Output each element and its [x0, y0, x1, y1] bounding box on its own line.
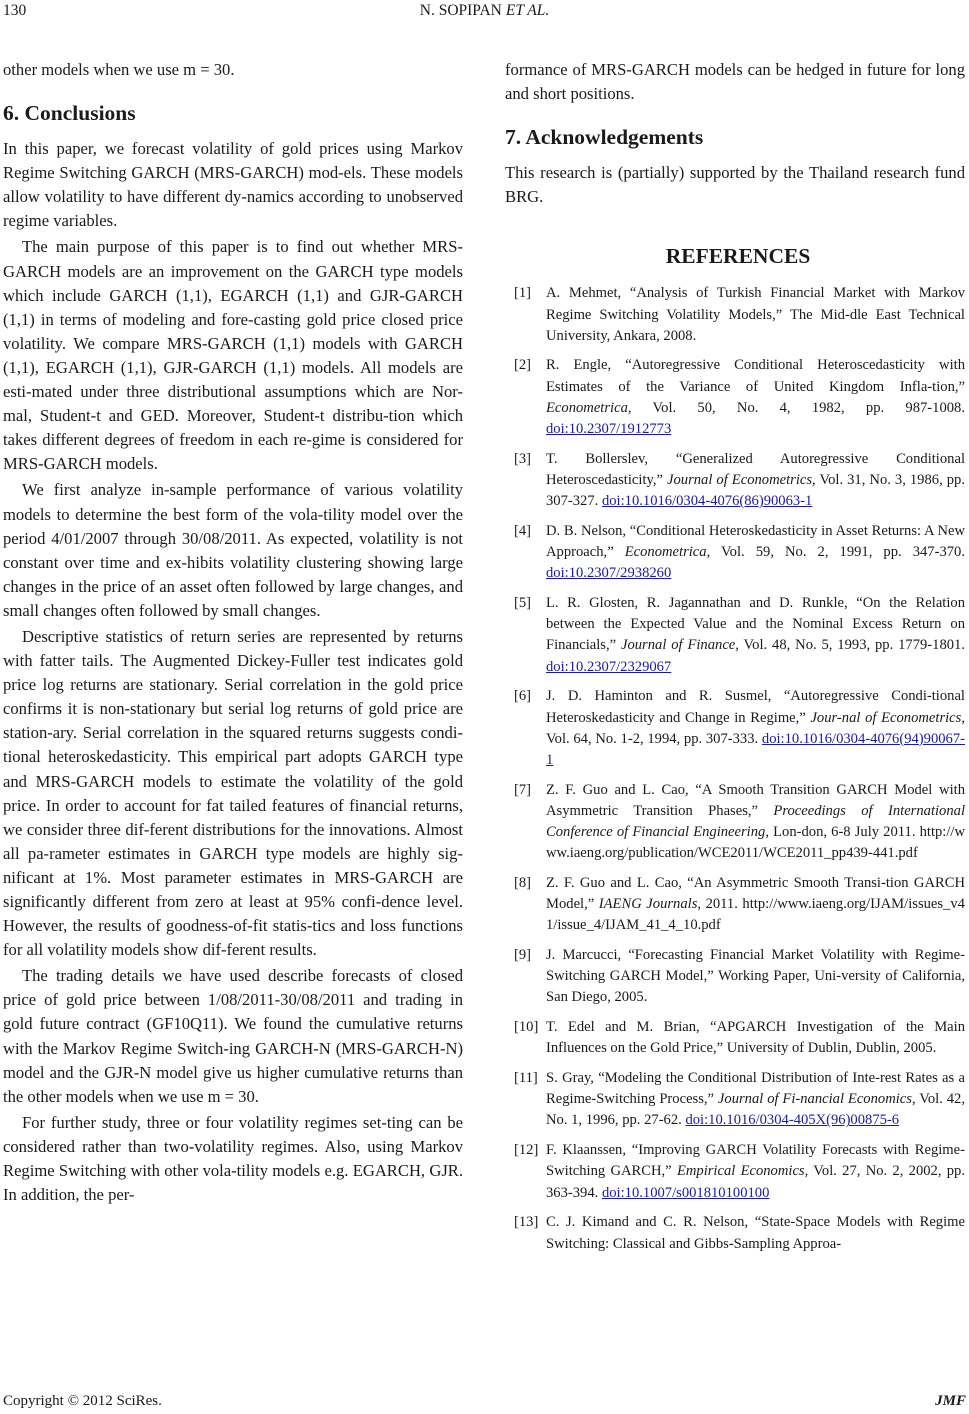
doi-link[interactable]: doi:10.1007/s001810100100	[601, 1184, 770, 1201]
reference-item	[505, 355, 965, 440]
paragraph: The main purpose of this paper is to find out whether MRS-GARCH models are an improvement on the GARCH type models which include GARCH (1,1), EGARCH (1,1) and GJR-GARCH (1,1) in terms of modeling and fore-casting gold price closed price volatility. We compare MRS-GARCH (1,1) models with GARCH (1,1), EGARCH (1,1), GJR-GARCH (1,1) models. All models are esti-mated under three distributional assumptions which are Nor- mal, Student-t and GED. Moreover, Student-t distribu-tion which takes different degrees of freedom in each re-gime is considered for MRS-GARCH models.	[3, 237, 463, 474]
reference-item	[505, 1068, 965, 1132]
et-al: ET AL.	[505, 2, 550, 19]
reference-text: J. Marcucci, “Forecasting Financial Market Volatility with Regime-Switching GARCH Model,” Working Paper, Uni-versity of California, San Diego, 2005.	[546, 947, 965, 1006]
reference-venue: Jour-nal of Econometrics	[810, 709, 962, 726]
reference-number: [7]	[514, 781, 532, 798]
reference-venue: Proceedings of International Conference of Financial Engineering	[546, 802, 965, 841]
page-number: 130	[3, 2, 27, 19]
reference-details: , Vol. 42, No. 1, 1996, pp. 27-62.	[546, 1091, 965, 1129]
reference-details: , Vol. 59, No. 2, 1991, pp. 347-370.	[706, 544, 965, 561]
reference-item	[505, 780, 965, 865]
paragraph: The trading details we have used describe forecasts of closed price of gold price between 1/08/2011-30/08/2011 and trading in gold future contract (GF10Q11). We found the cumulative returns with the Markov Regime Switch-ing GARCH-N (MRS-GARCH-N) model and the GJR-N model give us higher cumulative returns than the other models when we use m = 30.	[3, 966, 463, 1106]
reference-number: [12]	[514, 1142, 539, 1159]
doi-link[interactable]: doi:10.1016/0304-4076(94)90067-1	[546, 730, 965, 768]
reference-number: [10]	[514, 1019, 539, 1036]
reference-venue: Empirical Economics	[676, 1163, 805, 1180]
reference-text: J. D. Haminton and R. Susmel, “Autoregressive Condi-tional Heteroskedasticity and Change in Regime,”	[546, 688, 965, 726]
reference-venue: Journal of Fi-nancial Economics	[717, 1091, 912, 1108]
reference-item	[505, 686, 965, 771]
reference-number: [11]	[514, 1070, 538, 1087]
reference-venue: Econometrica	[546, 399, 628, 416]
reference-text: T. Bollerslev, “Generalized Autoregressive Conditional Heteroscedasticity,”	[546, 450, 965, 488]
reference-item	[505, 1212, 965, 1254]
reference-item	[505, 1017, 965, 1059]
paragraph: For further study, three or four volatility regimes set-ting can be considered rather than two-volatility regimes. Also, using Markov Regime Switching with other vola-tility models e.g. EGARCH, GJR. In addition, the per-	[3, 1112, 463, 1205]
reference-url: http://www.iaeng.org/IJAM/issues_v41/issue_4/IJAM_41_4_10.pdf	[546, 896, 965, 934]
paragraph: Descriptive statistics of return series are represented by returns with fatter tails. The Augmented Dickey-Fuller test indicates gold price log returns are stationary. Serial correlation in the gold price confirms it is non-stationary but serial log returns of gold price are station-ary. Serial correlation in the squared returns suggests condi-tional heteroskedasticity. This empirical part adopts GARCH type and MRS-GARCH models to estimate the volatility of the gold price. In order to account for fat tailed features of financial returns, we consider three dif-ferent distributions for the innovations. Almost all pa-rameter estimates in GARCH type models are highly sig-nificant at 1%. Most parameter estimates in MRS-GARCH are significantly different from zero at least at 95% confi-dence level. However, the results of goodness-of-fit statis-tics and loss functions for all volatility models show dif-ferent results.	[3, 626, 463, 960]
doi-link[interactable]: doi:10.2307/2329067	[546, 658, 672, 675]
reference-details: , Vol. 27, No. 2, 2002, pp. 363-394.	[546, 1163, 965, 1201]
reference-number: [13]	[514, 1214, 539, 1231]
running-head	[0, 2, 969, 24]
reference-text: Z. F. Guo and L. Cao, “A Smooth Transition GARCH Model with Asymmetric Transition Phases,”	[546, 781, 965, 819]
right-column	[505, 58, 965, 1263]
reference-details: , Vol. 31, No. 3, 1986, pp. 307-327.	[546, 472, 965, 510]
reference-venue: Journal of Econometrics	[667, 472, 813, 488]
carryover-text: formance of MRS-GARCH models can be hedged in future for long and short positions.	[505, 60, 965, 104]
copyright-notice: Copyright © 2012 SciRes.	[3, 1393, 162, 1409]
reference-item	[505, 1140, 965, 1204]
reference-text: D. B. Nelson, “Conditional Heteroskedasticity in Asset Returns: A New Approach,”	[546, 522, 965, 561]
acknowledgement-text: This research is (partially) supported by the Thailand research fund BRG.	[505, 163, 965, 207]
doi-link[interactable]: doi:10.2307/1912773	[546, 421, 672, 438]
reference-details: , Vol. 48, No. 5, 1993, pp. 1779-1801.	[735, 637, 965, 654]
reference-item	[505, 283, 965, 347]
author-name: N. SOPIPAN	[419, 2, 502, 19]
reference-list	[505, 283, 965, 1254]
reference-number: [5]	[514, 595, 532, 612]
paragraph: We first analyze in-sample performance of various volatility models to determine the best form of the vola-tility model over the period 4/01/2007 through 30/08/2011. As expected, volatility is not constant over time and ex-hibits volatility clustering showing large changes in the price of an asset often followed by large changes, and small changes often followed by small changes.	[3, 480, 463, 620]
reference-text: L. R. Glosten, R. Jagannathan and D. Runkle, “On the Relation between the Expected Value and the Nominal Excess Return on Financials,”	[546, 595, 965, 654]
reference-url: http://www.iaeng.org/publication/WCE2011/WCE2011_pp439-441.pdf	[546, 824, 965, 862]
reference-text: Z. F. Guo and L. Cao, “An Asymmetric Smooth Transi-tion GARCH Model,”	[546, 874, 965, 913]
left-column	[3, 58, 463, 1207]
reference-item	[505, 873, 965, 937]
reference-details: , Lon-don, 6-8 July 2011.	[765, 824, 920, 841]
reference-text: A. Mehmet, “Analysis of Turkish Financial Market with Markov Regime Switching Volatility Models,” The Mid-dle East Technical University, Ankara, 2008.	[546, 285, 965, 344]
reference-number: [6]	[514, 688, 532, 705]
section-heading-conclusions: 6. Conclusions	[3, 101, 136, 126]
doi-link[interactable]: doi:10.2307/2938260	[546, 565, 672, 582]
reference-text: C. J. Kimand and C. R. Nelson, “State-Space Models with Regime Switching: Classical and Gibbs-Sampling Approa-	[546, 1214, 965, 1252]
reference-text: R. Engle, “Autoregressive Conditional Heteroscedasticity with Estimates of the Variance of United Kingdom Infla-tion,”	[546, 357, 965, 395]
reference-number: [4]	[514, 522, 532, 539]
reference-item	[505, 945, 965, 1009]
reference-venue: IAENG Journals	[598, 896, 698, 913]
reference-item	[505, 449, 965, 513]
reference-number: [1]	[514, 285, 532, 302]
carryover-text: other models when we use m = 30.	[3, 60, 235, 79]
section-heading-acknowledgements: 7. Acknowledgements	[505, 125, 704, 150]
reference-details: , 2011.	[697, 896, 743, 913]
reference-number: [3]	[514, 450, 532, 467]
reference-number: [9]	[514, 947, 532, 964]
journal-abbreviation: JMF	[935, 1393, 966, 1409]
reference-venue: Journal of Finance	[620, 637, 736, 654]
doi-link[interactable]: doi:10.1016/0304-4076(86)90063-1	[601, 493, 813, 510]
reference-details: , Vol. 50, No. 4, 1982, pp. 987-1008.	[627, 399, 965, 416]
reference-item	[505, 593, 965, 678]
reference-number: [2]	[514, 357, 532, 374]
doi-link[interactable]: doi:10.1016/0304-405X(96)00875-6	[685, 1112, 900, 1129]
paragraph: In this paper, we forecast volatility of gold prices using Markov Regime Switching GARCH (MRS-GARCH) mod-els. These models allow volatility to have different dy-namics according to unobserved regime variables.	[3, 139, 463, 231]
reference-item	[505, 521, 965, 585]
reference-text: T. Edel and M. Brian, “APGARCH Investigation of the Main Influences on the Gold Price,” University of Dublin, Dublin, 2005.	[546, 1019, 965, 1057]
reference-details: , Vol. 64, No. 1-2, 1994, pp. 307-333.	[546, 709, 965, 747]
reference-number: [8]	[514, 874, 532, 891]
reference-venue: Econometrica	[624, 544, 707, 561]
reference-text: F. Klaanssen, “Improving GARCH Volatility Forecasts with Regime-Switching GARCH,”	[546, 1142, 965, 1180]
running-head-authors	[0, 2, 969, 20]
reference-text: S. Gray, “Modeling the Conditional Distribution of Inte-rest Rates as a Regime-Switching Process,”	[546, 1070, 965, 1108]
references-heading: REFERENCES	[665, 244, 811, 269]
